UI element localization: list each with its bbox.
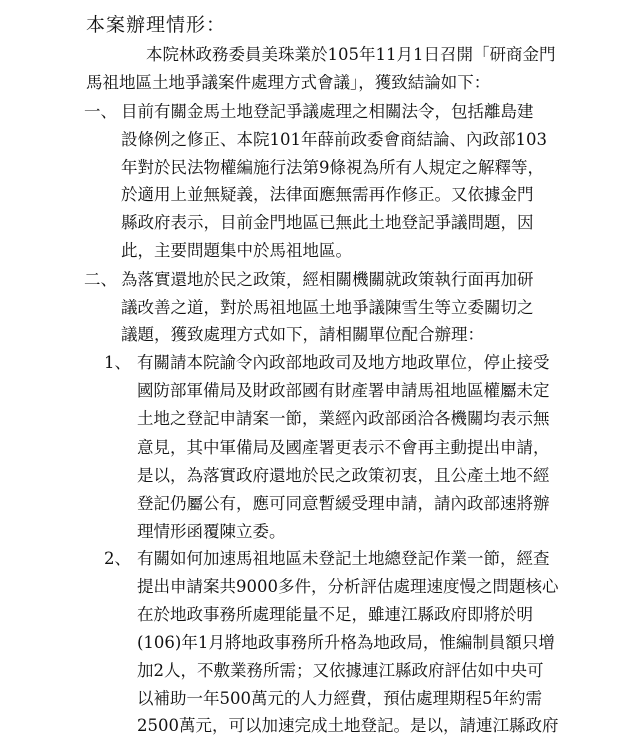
section-line: 議題，獲致處理方式如下，請相關單位配合辦理： — [121, 325, 484, 344]
section-line: 目前有關金馬土地登記爭議處理之相關法令，包括離島建 — [121, 102, 534, 121]
item-marker: 2、 — [104, 549, 131, 568]
item-line: 是以，為落實政府還地於民之政策初衷，且公產土地不經 — [137, 466, 550, 485]
section-line: 於適用上並無疑義，法律面應無需再作修正。又依據金門 — [121, 185, 534, 204]
section-line: 縣政府表示，目前金門地區已無此土地登記爭議問題，因 — [121, 213, 534, 232]
item-line: 有關如何加速馬祖地區未登記土地總登記作業一節，經查 — [137, 549, 550, 568]
section-marker: 二、 — [84, 270, 117, 289]
section-line: 年對於民法物權編施行法第9條視為所有人規定之解釋等， — [121, 158, 544, 177]
item-marker: 1、 — [104, 353, 131, 372]
section-heading: 本案辦理情形： — [86, 14, 227, 36]
item-line: (106)年1月將地政事務所升格為地政局，惟編制員額只增 — [137, 633, 555, 652]
item-line: 登記仍屬公有，應可同意暫緩受理申請，請內政部速將辦 — [137, 494, 550, 513]
section-line: 此，主要問題集中於馬祖地區。 — [121, 241, 352, 260]
section-line: 為落實還地於民之政策，經相關機關就政策執行面再加研 — [121, 270, 534, 289]
item-line: 意見，其中軍備局及國產署更表示不會再主動提出申請， — [137, 438, 550, 457]
item-line: 理情形函覆陳立委。 — [137, 522, 286, 541]
item-line: 國防部軍備局及財政部國有財產署申請馬祖地區權屬未定 — [137, 381, 550, 400]
section-line: 設條例之修正、本院101年薛前政委會商結論、內政部103 — [121, 130, 547, 149]
item-line: 土地之登記申請案一節，業經內政部函洽各機關均表示無 — [137, 409, 550, 428]
item-line: 在於地政事務所處理能量不足，雖連江縣政府即將於明 — [137, 605, 533, 624]
intro-line: 馬祖地區土地爭議案件處理方式會議」，獲致結論如下： — [86, 73, 491, 92]
section-marker: 一、 — [84, 102, 117, 121]
section-line: 議改善之道，對於馬祖地區土地爭議陳雪生等立委關切之 — [121, 298, 534, 317]
item-line: 以補助一年500萬元的人力經費，預估處理期程5年約需 — [137, 689, 542, 708]
item-line: 加2人，不敷業務所需；又依據連江縣政府評估如中央可 — [137, 661, 544, 680]
item-line: 有關請本院諭令內政部地政司及地方地政單位，停止接受 — [137, 353, 550, 372]
intro-line: 本院林政務委員美珠業於105年11月1日召開「研商金門 — [146, 45, 556, 64]
item-line: 提出申請案共9000多件，分析評估處理速度慢之問題核心 — [137, 577, 559, 596]
item-line: 2500萬元，可以加速完成土地登記。是以，請連江縣政府 — [137, 716, 559, 735]
